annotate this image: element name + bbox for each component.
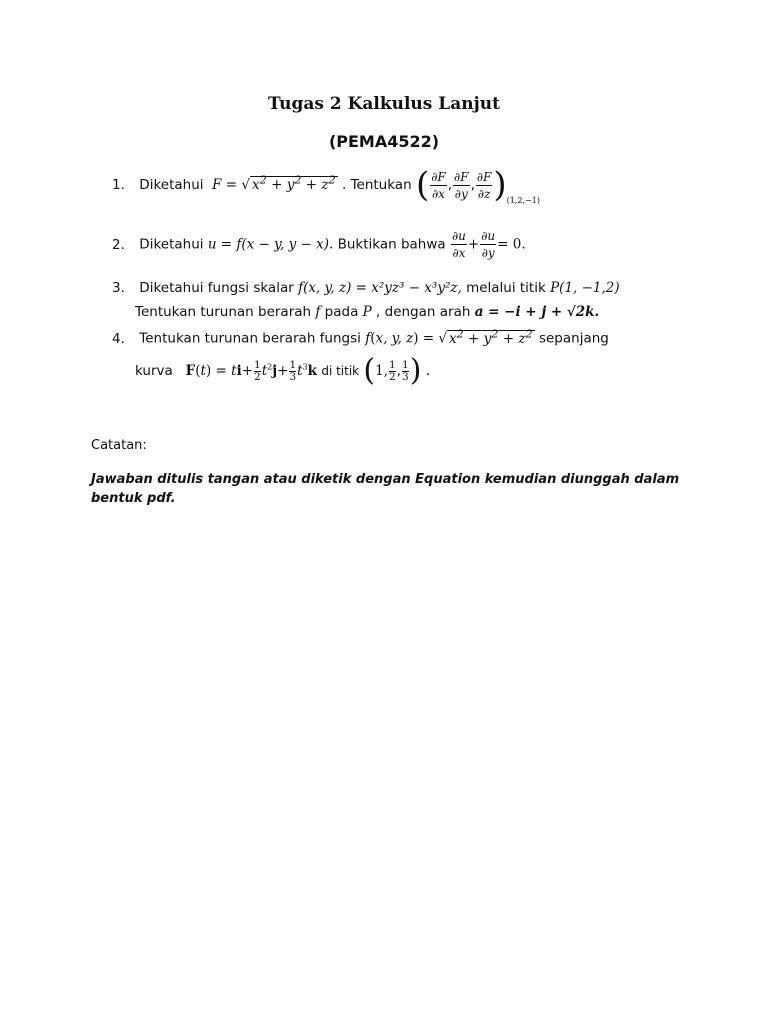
problem-number: 4. <box>112 330 125 347</box>
problem-mid: melalui titik <box>466 280 546 296</box>
problem-number: 3. <box>112 280 125 296</box>
problem-1: 1. Diketahui F = √ $x^2 + y^2 + z^2$ . Tentukan ( $\frac{\partial F}{\partial x}$ , $\frac{\partial F}{\partial y}$ , $\frac{\partial F}{\partial z}$ )$_{(1,2,-1)}$ <box>112 165 540 205</box>
function-name: f <box>315 304 321 320</box>
fraction-third: $\frac{1}{3}$ <box>289 358 297 383</box>
problem-4-line-2: kurva F(t) = ti+ $\frac{1}{2}$ $t^2j+$ $\frac{1}{3}$ $t^3k$ di titik (1, $\frac{1}{2}$ , $\frac{1}{3}$ ) . <box>135 353 431 388</box>
partial-u-y: $\frac{\partial u}{\partial y}$ <box>481 229 496 260</box>
problem-lead: Diketahui fungsi skalar <box>139 280 294 296</box>
problem-4: 4. Tentukan turunan berarah fungsi f(x, y, z) = √ $x^2 + y^2 + z^2$ sepanjang <box>112 327 609 347</box>
sqrt-expression: $x^2 + y^2 + z^2$ <box>448 327 533 347</box>
problem-mid: . Tentukan <box>341 177 412 193</box>
problem-number: 1. <box>112 177 125 193</box>
problem-number: 2. <box>112 236 125 253</box>
fraction-half: $\frac{1}{2}$ <box>254 358 261 383</box>
problem-mid: di titik <box>321 364 360 378</box>
problem-mid-2: , dengan arah <box>376 304 471 320</box>
direction-vector: a = −i + j + √2k. <box>474 304 600 320</box>
course-code: (PEMA4522) <box>328 132 440 151</box>
document-title: Tugas 2 Kalkulus Lanjut <box>268 94 500 114</box>
partial-u-x: $\frac{\partial u}{\partial x}$ <box>451 229 466 260</box>
problem-3 <box>112 280 620 296</box>
problem-lead: Diketahui <box>139 177 204 193</box>
function-expression: F <box>212 177 222 193</box>
function-expression: u = f(x − y, y − x). <box>207 236 334 253</box>
function-expression: f(x, y, z) = x²yz³ − x³y²z, <box>298 280 462 296</box>
sqrt-expression: √ $x^2 + y^2 + z^2$ <box>241 173 336 193</box>
problem-tail: sepanjang <box>538 330 609 347</box>
problem-lead: kurva <box>135 363 173 379</box>
note-text: Jawaban ditulis tangan atau diketik dengan Equation kemudian diunggah dalam bentuk pdf. <box>91 472 680 506</box>
problem-lead: Diketahui <box>139 236 204 253</box>
problem-mid: pada <box>324 304 359 320</box>
problem-2: 2. Diketahui u = f(x − y, y − x). Buktikan bahwa $\frac{\partial u}{\partial x}$ + $\frac{\partial u}{\partial y}$ = 0. <box>112 229 526 260</box>
evaluation-point: (1,2,−1) <box>506 196 540 205</box>
note-label: Catatan: <box>91 438 147 453</box>
partial-x: $\frac{\partial F}{\partial x}$ <box>431 169 446 201</box>
problem-lead: Tentukan turunan berarah <box>135 304 312 320</box>
partial-z: $\frac{\partial F}{\partial z}$ <box>476 169 492 201</box>
partial-y: $\frac{\partial F}{\partial y}$ <box>454 169 469 201</box>
problem-3-line-2 <box>135 304 599 320</box>
problem-mid: Buktikan bahwa <box>337 236 446 253</box>
point-p: P(1, −1,2) <box>550 280 620 296</box>
point-name: P <box>362 304 372 320</box>
problem-lead: Tentukan turunan berarah fungsi <box>139 330 361 347</box>
